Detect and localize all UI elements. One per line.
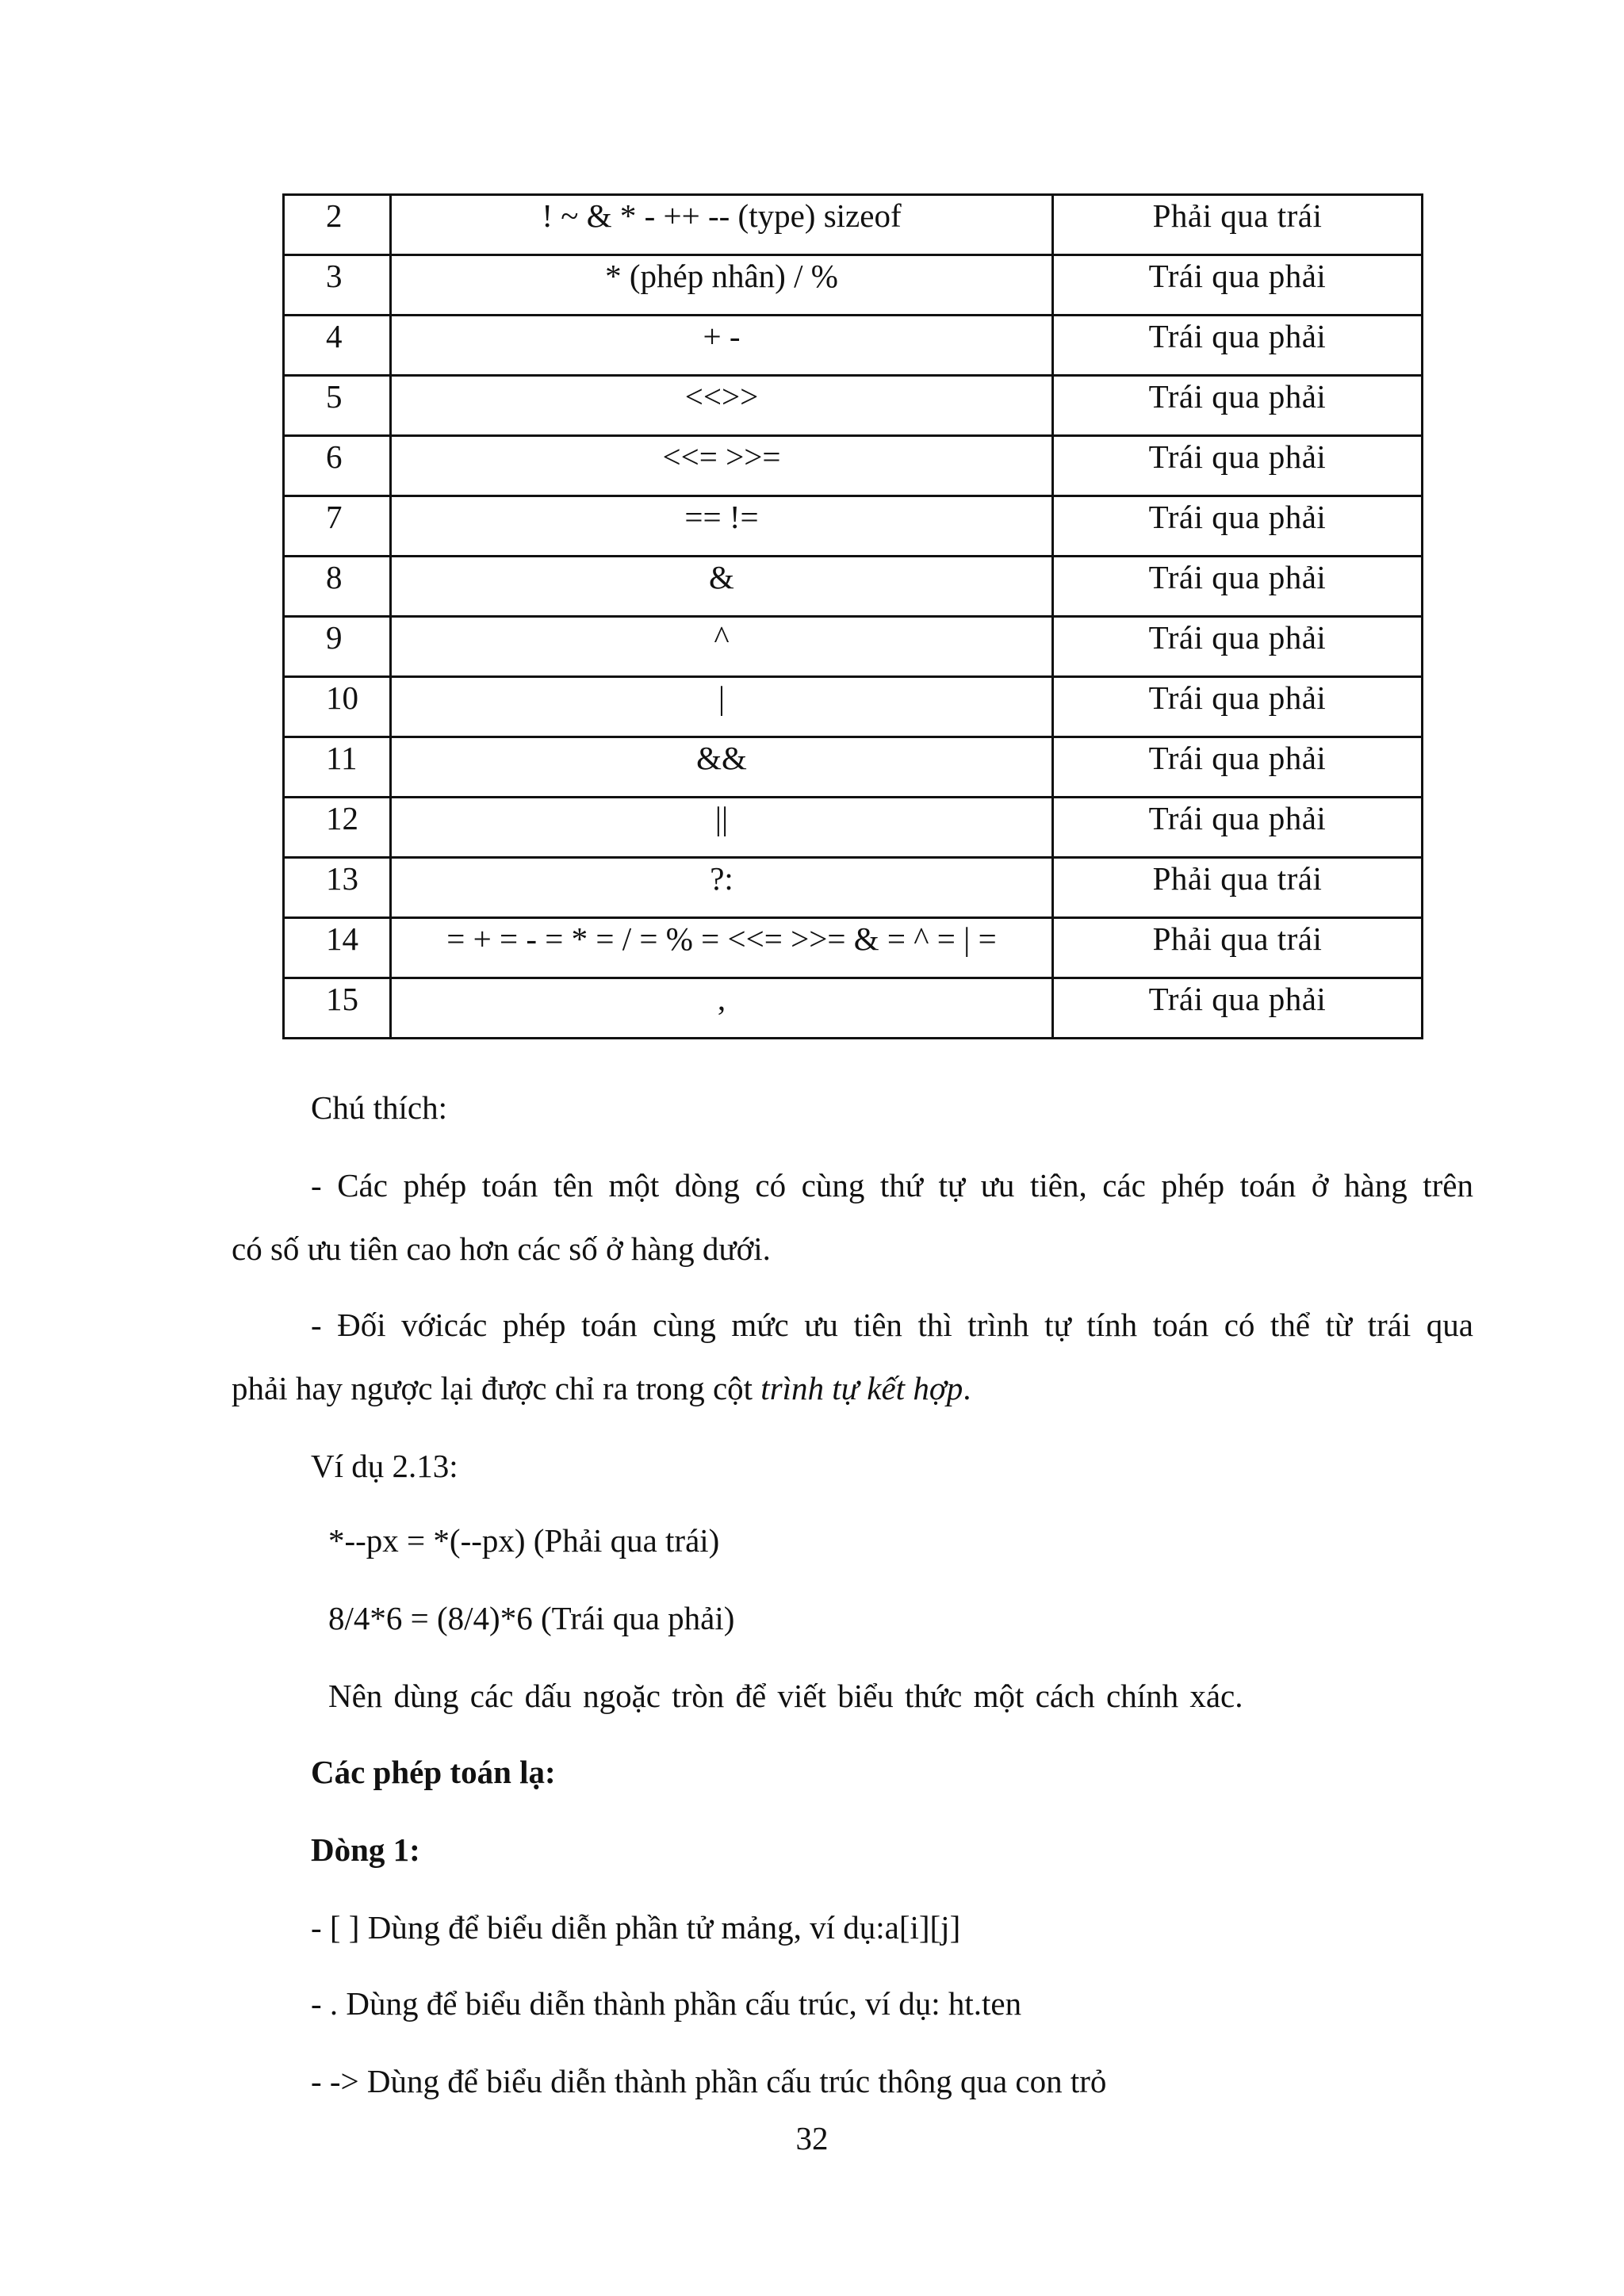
precedence-level-cell: 9	[284, 617, 391, 677]
associativity-cell: Phải qua trái	[1053, 858, 1423, 918]
associativity-cell: Trái qua phải	[1053, 677, 1423, 737]
precedence-level-cell: 2	[284, 195, 391, 255]
operators-cell: = + = - = * = / = % = <<= >>= & = ^ = | =	[391, 918, 1053, 978]
example-line-2: 8/4*6 = (8/4)*6 (Trái qua phải)	[328, 1600, 735, 1636]
operators-cell: ,	[391, 978, 1053, 1039]
operators-cell: + -	[391, 316, 1053, 376]
operators-cell: <<>>	[391, 376, 1053, 436]
operators-cell: |	[391, 677, 1053, 737]
associativity-cell: Trái qua phải	[1053, 376, 1423, 436]
note-item-2-line-1: - Đối vớicác phép toán cùng mức ưu tiên thì trình tự tính toán có thể từ trái qua	[311, 1307, 1473, 1343]
precedence-row	[284, 677, 1423, 737]
precedence-row	[284, 195, 1423, 255]
associativity-cell: Trái qua phải	[1053, 316, 1423, 376]
precedence-row	[284, 255, 1423, 316]
operators-cell: ^	[391, 617, 1053, 677]
precedence-level-cell: 13	[284, 858, 391, 918]
operators-cell: &&	[391, 737, 1053, 798]
note-item-1-line-2: có số ưu tiên cao hơn các số ở hàng dưới.	[232, 1230, 771, 1267]
operators-cell: <<= >>=	[391, 436, 1053, 496]
associativity-column-name: trình tự kết hợp	[760, 1370, 963, 1406]
associativity-cell: Trái qua phải	[1053, 617, 1423, 677]
special-op-item-3: - -> Dùng để biểu diễn thành phần cấu trúc thông qua con trỏ	[311, 2063, 1107, 2099]
operators-cell: == !=	[391, 496, 1053, 557]
associativity-cell: Trái qua phải	[1053, 737, 1423, 798]
precedence-row	[284, 617, 1423, 677]
note-heading: Chú thích:	[311, 1089, 447, 1126]
associativity-cell: Trái qua phải	[1053, 798, 1423, 858]
operators-cell: ?:	[391, 858, 1053, 918]
operators-cell: * (phép nhân) / %	[391, 255, 1053, 316]
precedence-level-cell: 7	[284, 496, 391, 557]
page-number: 32	[795, 2120, 829, 2156]
precedence-row	[284, 918, 1423, 978]
precedence-row	[284, 316, 1423, 376]
precedence-level-cell: 3	[284, 255, 391, 316]
precedence-level-cell: 6	[284, 436, 391, 496]
associativity-cell: Trái qua phải	[1053, 436, 1423, 496]
special-ops-subheading: Dòng 1:	[311, 1831, 420, 1868]
precedence-level-cell: 4	[284, 316, 391, 376]
associativity-cell: Trái qua phải	[1053, 496, 1423, 557]
associativity-cell: Phải qua trái	[1053, 195, 1423, 255]
associativity-cell: Trái qua phải	[1053, 255, 1423, 316]
special-ops-heading: Các phép toán lạ:	[311, 1754, 556, 1790]
note-item-2-line-2	[232, 1368, 971, 1408]
example-advice: Nên dùng các dấu ngoặc tròn để viết biểu thức một cách chính xác.	[328, 1678, 1243, 1714]
example-line-1: *--px = *(--px) (Phải qua trái)	[328, 1522, 720, 1559]
special-op-item-1: - [ ] Dùng để biểu diễn phần tử mảng, ví dụ:a[i][j]	[311, 1909, 961, 1946]
operators-cell: &	[391, 557, 1053, 617]
operators-cell: ! ~ & * - ++ -- (type) sizeof	[391, 195, 1053, 255]
precedence-level-cell: 15	[284, 978, 391, 1039]
precedence-level-cell: 8	[284, 557, 391, 617]
precedence-row	[284, 376, 1423, 436]
precedence-level-cell: 12	[284, 798, 391, 858]
precedence-row	[284, 557, 1423, 617]
precedence-row	[284, 798, 1423, 858]
associativity-cell: Trái qua phải	[1053, 978, 1423, 1039]
precedence-row	[284, 436, 1423, 496]
precedence-level-cell: 5	[284, 376, 391, 436]
special-op-item-2: - . Dùng để biểu diễn thành phần cấu trúc, ví dụ: ht.ten	[311, 1985, 1022, 2022]
precedence-level-cell: 10	[284, 677, 391, 737]
precedence-table-body	[284, 195, 1423, 1039]
precedence-level-cell: 14	[284, 918, 391, 978]
operator-precedence-table	[282, 193, 1423, 1039]
precedence-row	[284, 978, 1423, 1039]
precedence-row	[284, 496, 1423, 557]
note-item-2-text: phải hay ngược lại được chỉ ra trong cột	[232, 1370, 761, 1406]
note-item-2-period: .	[963, 1370, 971, 1406]
note-item-1-line-1: - Các phép toán tên một dòng có cùng thứ tự ưu tiên, các phép toán ở hàng trên	[311, 1167, 1473, 1203]
precedence-level-cell: 11	[284, 737, 391, 798]
precedence-row	[284, 737, 1423, 798]
operators-cell: ||	[391, 798, 1053, 858]
precedence-row	[284, 858, 1423, 918]
example-label: Ví dụ 2.13:	[311, 1448, 458, 1484]
associativity-cell: Phải qua trái	[1053, 918, 1423, 978]
associativity-cell: Trái qua phải	[1053, 557, 1423, 617]
